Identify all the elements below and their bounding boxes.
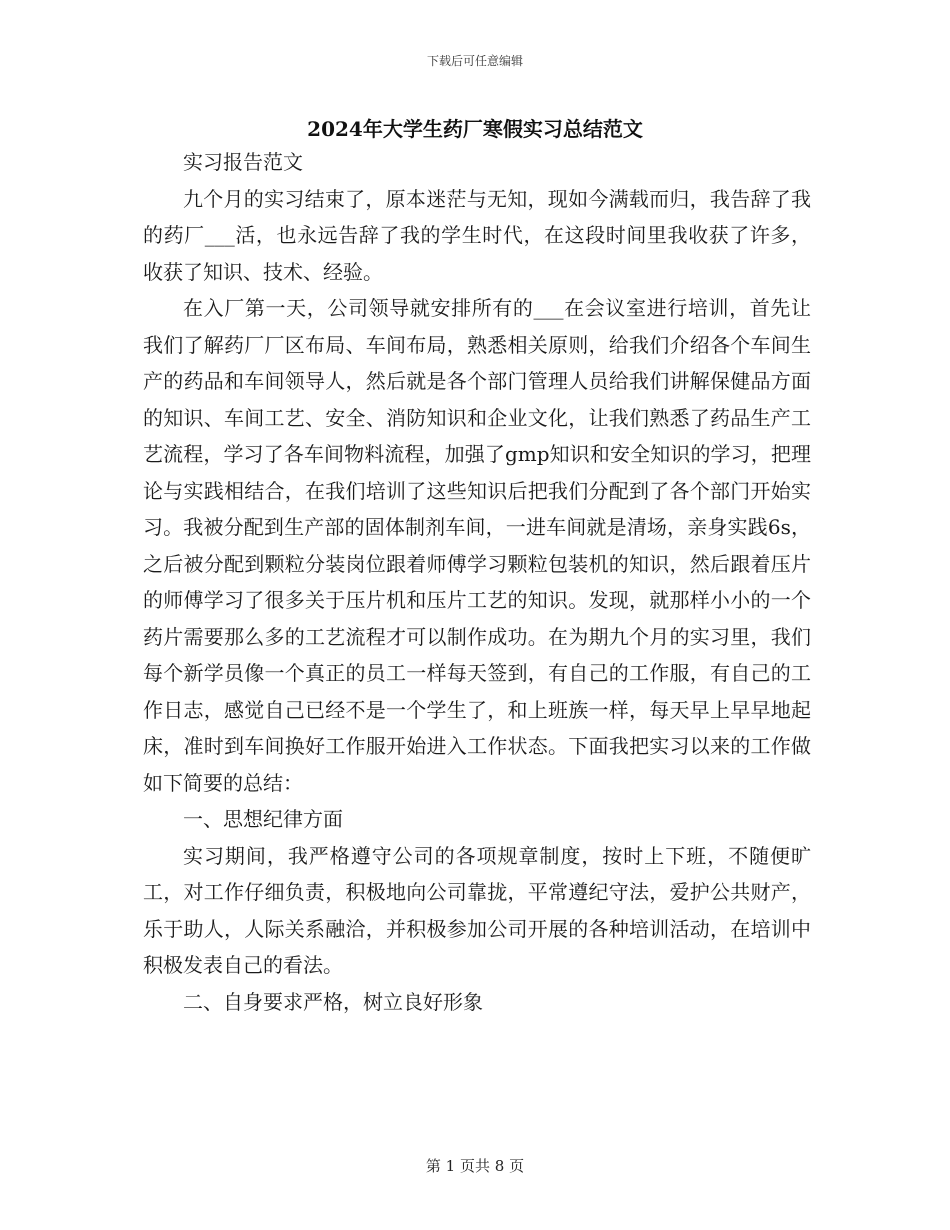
page-header-note: 下载后可任意编辑 (426, 54, 523, 68)
paragraph-opening: 九个月的实习结束了，原本迷茫与无知，现如今满载而归，我告辞了我的药厂___活，也永远告辞了我的学生时代，在这段时间里我收获了许多，收获了知识、技术、经验。 (143, 186, 811, 284)
section-heading-self-requirement: 二、自身要求严格，树立良好形象 (183, 989, 483, 1014)
page-number: 第 1 页共 8 页 (425, 1157, 525, 1175)
paragraph-intro-label: 实习报告范文 (183, 150, 303, 174)
section-heading-discipline: 一、思想纪律方面 (183, 807, 343, 831)
paragraph-discipline: 实习期间，我严格遵守公司的各项规章制度，按时上下班，不随便旷工，对工作仔细负责，积极地向公司靠拢，平常遵纪守法，爱护公共财产，乐于助人，人际关系融洽，并积极参加公司开展的各种培训活动，在培训中积极发表自己的看法。 (143, 843, 811, 977)
paragraph-training: 在入厂第一天，公司领导就安排所有的___在会议室进行培训，首先让我们了解药厂厂区布局、车间布局，熟悉相关原则，给我们介绍各个车间生产的药品和车间领导人，然后就是各个部门管理人员给我们讲解保健品方面的知识、车间工艺、安全、消防知识和企业文化，让我们熟悉了药品生产工艺流程，学习了各车间物料流程，加强了gmp知识和安全知识的学习，把理论与实践相结合，在我们培训了这些知识后把我们分配到了各个部门开始实习。我被分配到生产部的固体制剂车间，一进车间就是清场，亲身实践6s，之后被分配到颗粒分装岗位跟着师傅学习颗粒包装机的知识，然后跟着压片的师傅学习了很多关于压片机和压片工艺的知识。发现，就那样小小的一个药片需要那么多的工艺流程才可以制作成功。在为期九个月的实习里，我们每个新学员像一个真正的员工一样每天签到，有自己的工作服，有自己的工作日志，感觉自己已经不是一个学生了，和上班族一样，每天早上早早地起床，准时到车间换好工作服开始进入工作状态。下面我把实习以来的工作做如下简要的总结： (143, 296, 811, 795)
document-body (143, 144, 811, 1020)
document-title: 2024年大学生药厂寒假实习总结范文 (307, 117, 643, 141)
